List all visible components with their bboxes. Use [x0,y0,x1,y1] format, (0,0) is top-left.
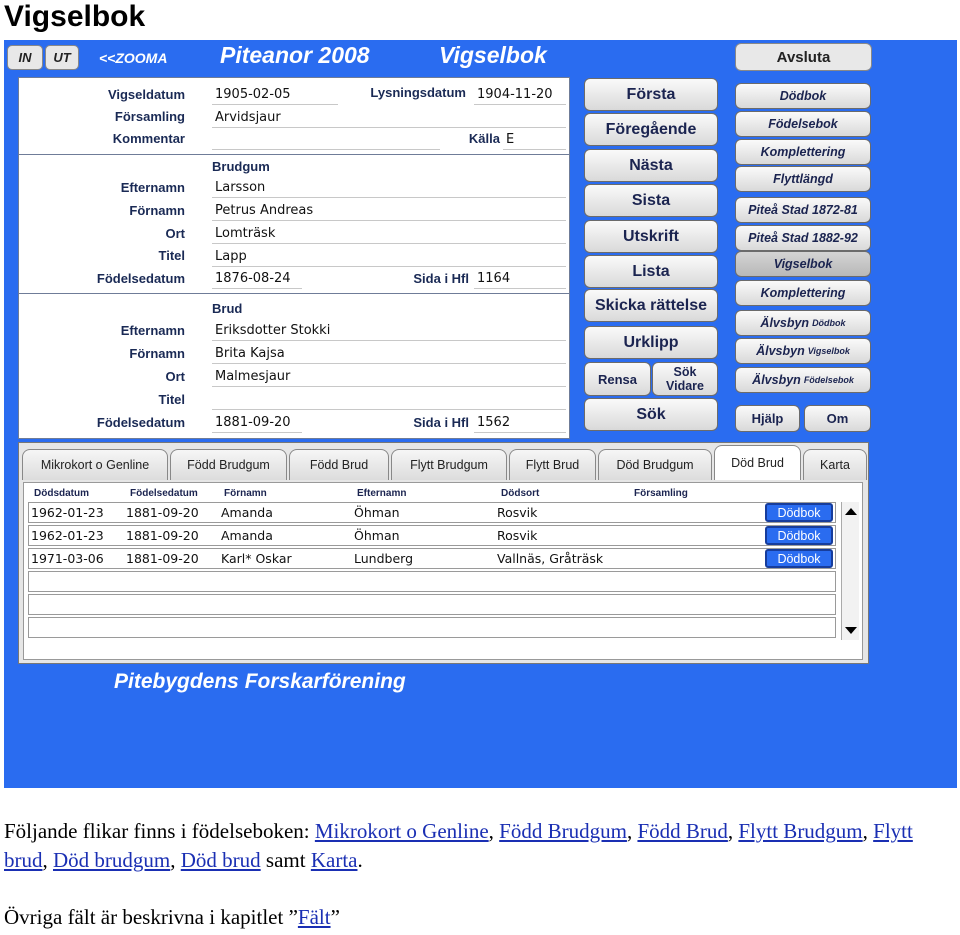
zoom-link[interactable]: <<ZOOMA [99,50,168,66]
brudgum-ort-field[interactable]: Lomträsk [212,223,566,244]
link-flytt-brudgum[interactable]: Flytt Brudgum [738,819,863,843]
sok-vidare-button[interactable] [652,362,718,396]
footer-title: Pitebygdens Forskarförening [114,670,406,693]
section-title: Vigselbok [439,42,547,68]
vigseldatum-field[interactable]: 1905-02-05 [212,84,338,105]
brud-fodelsedatum-field[interactable]: 1881-09-20 [212,412,302,433]
brud-titel-field[interactable] [212,389,566,410]
cell-dodsort: Rosvik [497,505,538,520]
column-header: Förnamn [224,488,267,499]
link-karta[interactable]: Karta [310,848,358,872]
nav-flyttlangd[interactable]: Flyttlängd [735,166,871,192]
nav-komplettering-1[interactable]: Komplettering [735,139,871,165]
nav-pitea-1882[interactable]: Piteå Stad 1882-92 [735,225,871,251]
sok-vidare-label-1: Sök [673,365,697,379]
table-row[interactable] [28,502,836,523]
cell-efternamn: Lundberg [354,551,414,566]
forsamling-label: Församling [114,109,185,124]
ut-button[interactable]: UT [45,45,79,70]
kalla-label: Källa [468,131,500,146]
table-row[interactable] [28,617,836,638]
link-mikrokort[interactable]: Mikrokort o Genline [314,819,489,843]
nav-alvsbyn-label: Älvsbyn [760,316,810,330]
brudgum-heading: Brudgum [212,159,270,174]
brud-efternamn-label: Efternamn [120,323,185,338]
brudgum-fornamn-label: Förnamn [129,203,185,218]
tab-panel [18,442,869,664]
brudgum-titel-label: Titel [158,248,185,263]
brudgum-fornamn-field[interactable]: Petrus Andreas [212,200,566,221]
page-title: Vigselbok [4,0,146,33]
cell-fodelsedatum: 1881-09-20 [126,551,199,566]
hjalp-button[interactable]: Hjälp [735,405,800,432]
cell-dodsdatum: 1962-01-23 [31,505,104,520]
nav-alvsbyn-vigselbok[interactable] [735,338,871,364]
tab-fodd-brudgum[interactable]: Född Brudgum [170,449,287,480]
in-button[interactable]: IN [7,45,43,70]
column-header: Dödsdatum [34,488,89,499]
exit-button[interactable]: Avsluta [735,43,872,71]
cell-dodsdatum: 1971-03-06 [31,551,104,566]
results-table [23,482,863,660]
nav-alvsbyn-dodbok[interactable] [735,310,871,336]
scroll-up-icon[interactable] [845,508,857,515]
app-title: Piteanor 2008 [220,42,370,68]
closing-quote: ” [330,905,340,929]
nav-komplettering-2[interactable]: Komplettering [735,280,871,306]
table-row[interactable] [28,548,836,569]
lysningsdatum-label: Lysningsdatum [370,85,466,100]
cell-dodsort: Rosvik [497,528,538,543]
om-button[interactable]: Om [804,405,871,432]
tab-dod-brud[interactable]: Död Brud [714,445,801,480]
link-fodd-brudgum[interactable]: Född Brudgum [499,819,627,843]
brud-sida-field[interactable]: 1562 [474,412,566,433]
brud-ort-field[interactable]: Malmesjaur [212,366,566,387]
samt-text: samt [265,848,306,872]
brudgum-fodelsedatum-label: Födelsedatum [96,271,185,286]
brud-sida-label: Sida i Hfl [413,415,469,430]
cell-efternamn: Öhman [354,505,400,520]
vigseldatum-label: Vigseldatum [107,87,185,102]
utskrift-button[interactable]: Utskrift [584,220,718,253]
table-row[interactable] [28,594,836,615]
nav-alvsbyn-sub: Födelsebok [803,375,854,385]
brud-fornamn-label: Förnamn [129,346,185,361]
column-header: Församling [634,488,688,499]
link-dod-brud[interactable]: Död brud [180,848,261,872]
forsta-button[interactable]: Första [584,78,718,111]
cell-efternamn: Öhman [354,528,400,543]
foregaende-button[interactable]: Föregående [584,113,718,146]
scroll-down-icon[interactable] [845,627,857,634]
row-dodbok-button[interactable]: Dödbok [765,503,833,522]
nav-alvsbyn-label: Älvsbyn [756,344,805,358]
sok-vidare-label-2: Vidare [666,379,704,393]
intro-text: Följande flikar finns i födelseboken: [4,819,310,843]
nav-alvsbyn-sub: Vigselbok [807,346,850,356]
cell-fodelsedatum: 1881-09-20 [126,505,199,520]
tab-fodd-brud[interactable]: Född Brud [289,449,389,480]
rensa-button[interactable]: Rensa [584,362,651,396]
divider [19,154,569,155]
column-header: Efternamn [357,488,407,499]
brudgum-sida-label: Sida i Hfl [413,271,469,286]
lysningsdatum-field[interactable]: 1904-11-20 [474,84,566,105]
cell-dodsdatum: 1962-01-23 [31,528,104,543]
urklipp-button[interactable]: Urklipp [584,326,718,359]
kommentar-field[interactable] [212,129,440,150]
link-dod-brudgum[interactable]: Död brudgum [53,848,171,872]
other-fields-text: Övriga fält är beskrivna i kapitlet ” [4,905,298,929]
column-header: Födelsedatum [130,488,198,499]
brudgum-efternamn-label: Efternamn [120,180,185,195]
nav-pitea-1872[interactable]: Piteå Stad 1872-81 [735,197,871,223]
cell-dodsort: Vallnäs, Gråträsk [497,551,604,566]
nasta-button[interactable]: Nästa [584,149,718,182]
sok-button[interactable]: Sök [584,398,718,431]
divider [19,293,569,294]
record-form [18,77,570,439]
lista-button[interactable]: Lista [584,255,718,288]
cell-fodelsedatum: 1881-09-20 [126,528,199,543]
brud-fodelsedatum-label: Födelsedatum [96,415,185,430]
nav-alvsbyn-label: Älvsbyn [752,373,801,387]
tabs-paragraph: Följande flikar finns i födelseboken: Mikrokort o Genline, Född Brudgum, Född Brud, Flytt Brudgum, Flytt brud, Död brudgum, Död brud samt Karta. [4,819,913,872]
nav-dodbok[interactable]: Dödbok [735,83,871,109]
tab-mikrokort[interactable]: Mikrokort o Genline [22,449,168,480]
sista-button[interactable]: Sista [584,184,718,217]
brudgum-fodelsedatum-field[interactable]: 1876-08-24 [212,268,302,289]
cell-fornamn: Karl* Oskar [221,551,292,566]
link-fodd-brud[interactable]: Född Brud [637,819,728,843]
kalla-field[interactable]: E [503,129,566,150]
nav-vigselbok[interactable]: Vigselbok [735,251,871,277]
nav-alvsbyn-fodelsebok[interactable] [735,367,871,393]
kommentar-label: Kommentar [112,131,185,146]
table-row[interactable] [28,525,836,546]
table-scrollbar[interactable] [841,502,859,640]
brud-efternamn-field[interactable]: Eriksdotter Stokki [212,320,566,341]
fields-paragraph [4,903,340,932]
column-header: Dödsort [501,488,540,499]
link-falt[interactable]: Fält [297,905,331,929]
table-row[interactable] [28,571,836,592]
cell-fornamn: Amanda [221,528,273,543]
tab-flytt-brudgum[interactable]: Flytt Brudgum [391,449,507,480]
brud-ort-label: Ort [165,369,185,384]
brud-titel-label: Titel [158,392,185,407]
nav-fodelsebok[interactable]: Födelsebok [735,111,871,137]
forsamling-field[interactable]: Arvidsjaur [212,107,566,128]
tab-dod-brudgum[interactable]: Död Brudgum [598,449,712,480]
row-dodbok-button[interactable]: Dödbok [765,549,833,568]
brudgum-titel-field[interactable]: Lapp [212,246,566,267]
nav-alvsbyn-sub: Dödbok [812,318,846,328]
brud-heading: Brud [212,301,243,316]
skicka-rattelse-button[interactable]: Skicka rättelse [584,289,718,322]
tab-karta[interactable]: Karta [803,449,867,480]
brudgum-sida-field[interactable]: 1164 [474,268,566,289]
tab-flytt-brud[interactable]: Flytt Brud [509,449,596,480]
link-flytt-brud[interactable]: Flytt brud [4,819,913,872]
brudgum-efternamn-field[interactable]: Larsson [212,177,566,198]
brud-fornamn-field[interactable]: Brita Kajsa [212,343,566,364]
app-window [4,40,957,788]
cell-fornamn: Amanda [221,505,273,520]
row-dodbok-button[interactable]: Dödbok [765,526,833,545]
brudgum-ort-label: Ort [165,226,185,241]
